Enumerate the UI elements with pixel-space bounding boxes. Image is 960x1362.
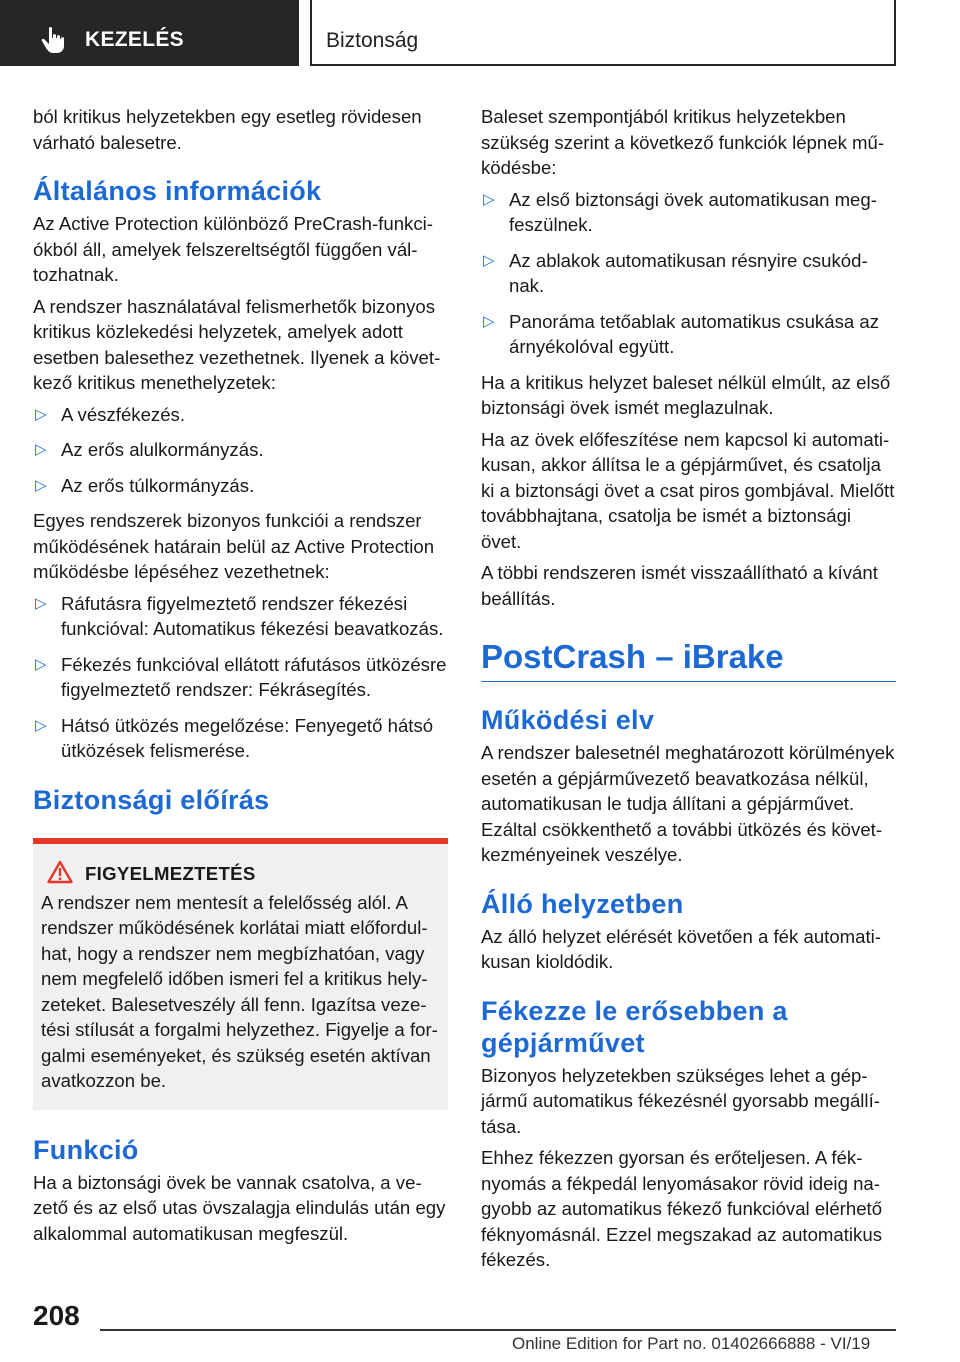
brake-paragraph-1: Bizonyos helyzetekben szükséges lehet a gépjármű automatikus fékezésnél gyorsabb megállítása. (481, 1064, 880, 1137)
heading-postcrash: PostCrash – iBrake (481, 637, 896, 682)
warning-triangle-icon (47, 860, 73, 884)
edition-note: Online Edition for Part no. 01402666888 - VI/19 (512, 1334, 871, 1353)
system-functions-list (33, 591, 448, 764)
standing-paragraph: Az álló helyzet elérését követően a fék automatikusan kioldódik. (481, 925, 881, 972)
triangle-bullet-icon: ▷ (483, 190, 495, 208)
triangle-bullet-icon: ▷ (35, 655, 47, 673)
list-item: ▷ Fékezés funkcióval ellátott ráfutásos ütközésre figyelmeztető rendszer: Fékrásegítés. (35, 653, 447, 700)
chapter-tab[interactable] (0, 0, 299, 66)
general-paragraph-2: A rendszer használatával felismerhetők bizonyos kritikus közlekedési helyzetek, amelyek adott esetben balesethez vezethetnek. Ilyenek a következő kritikus menethelyzetek: (33, 295, 441, 393)
general-paragraph-3: Egyes rendszerek bizonyos funkciói a rendszer működésének határain belül az Active Protection működésbe lépéséhez vezethetnek: (33, 510, 435, 582)
heading-general-info: Általános információk (33, 176, 322, 206)
list-item: ▷ Ráfutásra figyelmeztető rendszer fékezési funkcióval: Automatikus fékezési beavatkozás. (35, 592, 444, 639)
general-paragraph-1: Az Active Protection különböző PreCrash-funkciókból áll, amelyek felszereltségtől függően változhatnak. (33, 213, 433, 285)
reset-paragraph-2: Ha az övek előfeszítése nem kapcsol ki automatikusan, akkor állítsa le a gépjárművet, és csatolja ki a biztonsági övet a csat piros gombjával. Mielőtt továbbhajtana, csatolja be ismét a biztonsági övet. (481, 428, 895, 552)
right-column (481, 104, 896, 1279)
warning-box (33, 838, 448, 1110)
section-header (310, 0, 896, 66)
warning-title: FIGYELMEZTETÉS (85, 862, 256, 884)
list-item: ▷ Hátsó ütközés megelőzése: Fenyegető hátsó ütközések felismerése. (35, 714, 434, 761)
list-item: ▷ Az erős túlkormányzás. (33, 473, 448, 499)
triangle-bullet-icon: ▷ (35, 594, 47, 612)
page-number: 208 (33, 1300, 80, 1331)
reset-paragraph-3: A többi rendszeren ismét visszaállítható a kívánt beállítás. (481, 562, 878, 609)
heading-function: Funkció (33, 1134, 139, 1165)
warning-header (41, 858, 438, 888)
heading-standing: Álló helyzetben (481, 888, 684, 919)
accident-paragraph: Baleset szempontjából kritikus helyzetekben szükség szerint a következő funkciók lépnek működésbe: (481, 106, 885, 178)
brake-paragraph-2: Ehhez fékezzen gyorsan és erőteljesen. A féknyomás a fékpedál lenyomásakor rövid ideig nagyobb az automatikus fékező funkcióval elérhető féknyomásnál. Ezzel megszakad az automatikus fékezés. (481, 1147, 883, 1270)
principle-paragraph: A rendszer balesetnél meghatározott körülmények esetén a gépjárművezető beavatkozása nélkül, automatikusan le tudja állítani a gépjárművet. Ezáltal csökkenthető a további ütközés és következményeinek veszélye. (481, 742, 895, 865)
intro-paragraph: ból kritikus helyzetekben egy esetleg rövidesen várható balesetre. (33, 106, 422, 153)
footer-divider (100, 1329, 896, 1331)
list-item: ▷ Az ablakok automatikusan résnyire csukódnak. (483, 249, 868, 296)
triangle-bullet-icon: ▷ (35, 476, 47, 494)
heading-brake-harder: Fékezze le erősebben a gépjárművet (481, 995, 788, 1058)
list-item: ▷ Az erős alulkormányzás. (33, 437, 448, 463)
critical-situations-list (33, 402, 448, 499)
triangle-bullet-icon: ▷ (35, 405, 47, 423)
function-paragraph: Ha a biztonsági övek be vannak csatolva, a vezető és az első utas övszalagja elindulás után egy alkalommal automatikusan megfeszül. (33, 1171, 446, 1244)
chapter-tab-label: KEZELÉS (85, 28, 184, 51)
heading-principle: Működési elv (481, 705, 655, 735)
triangle-bullet-icon: ▷ (483, 312, 495, 330)
section-title: Biztonság (326, 29, 419, 52)
list-item: ▷ Panoráma tetőablak automatikus csukása az árnyékolóval együtt. (483, 310, 880, 357)
hand-pointer-icon (40, 26, 66, 54)
list-item: ▷ A vészfékezés. (33, 402, 448, 428)
accident-functions-list (481, 187, 896, 360)
heading-safety: Biztonsági előírás (33, 784, 270, 815)
triangle-bullet-icon: ▷ (483, 251, 495, 269)
triangle-bullet-icon: ▷ (35, 441, 47, 458)
left-column (33, 104, 448, 1252)
reset-paragraph-1: Ha a kritikus helyzet baleset nélkül elmúlt, az első biztonsági övek ismét meglazulnak. (481, 371, 891, 418)
warning-text: A rendszer nem mentesít a felelősség alól. A rendszer működésének korlátai miatt előfordulhat, hogy a rendszer nem megbízhatóan, vagy nem megfelelő időben ismeri fel a kritikus helyzeteket. Balesetveszély áll fenn. Igazítsa vezetési stílusát a forgalmi helyzethez. Figyelje a forgalmi eseményeket, és szükség esetén aktívan avatkozzon be. (41, 891, 438, 1091)
triangle-bullet-icon: ▷ (35, 716, 47, 734)
list-item: ▷ Az első biztonsági övek automatikusan megfeszülnek. (483, 188, 877, 235)
